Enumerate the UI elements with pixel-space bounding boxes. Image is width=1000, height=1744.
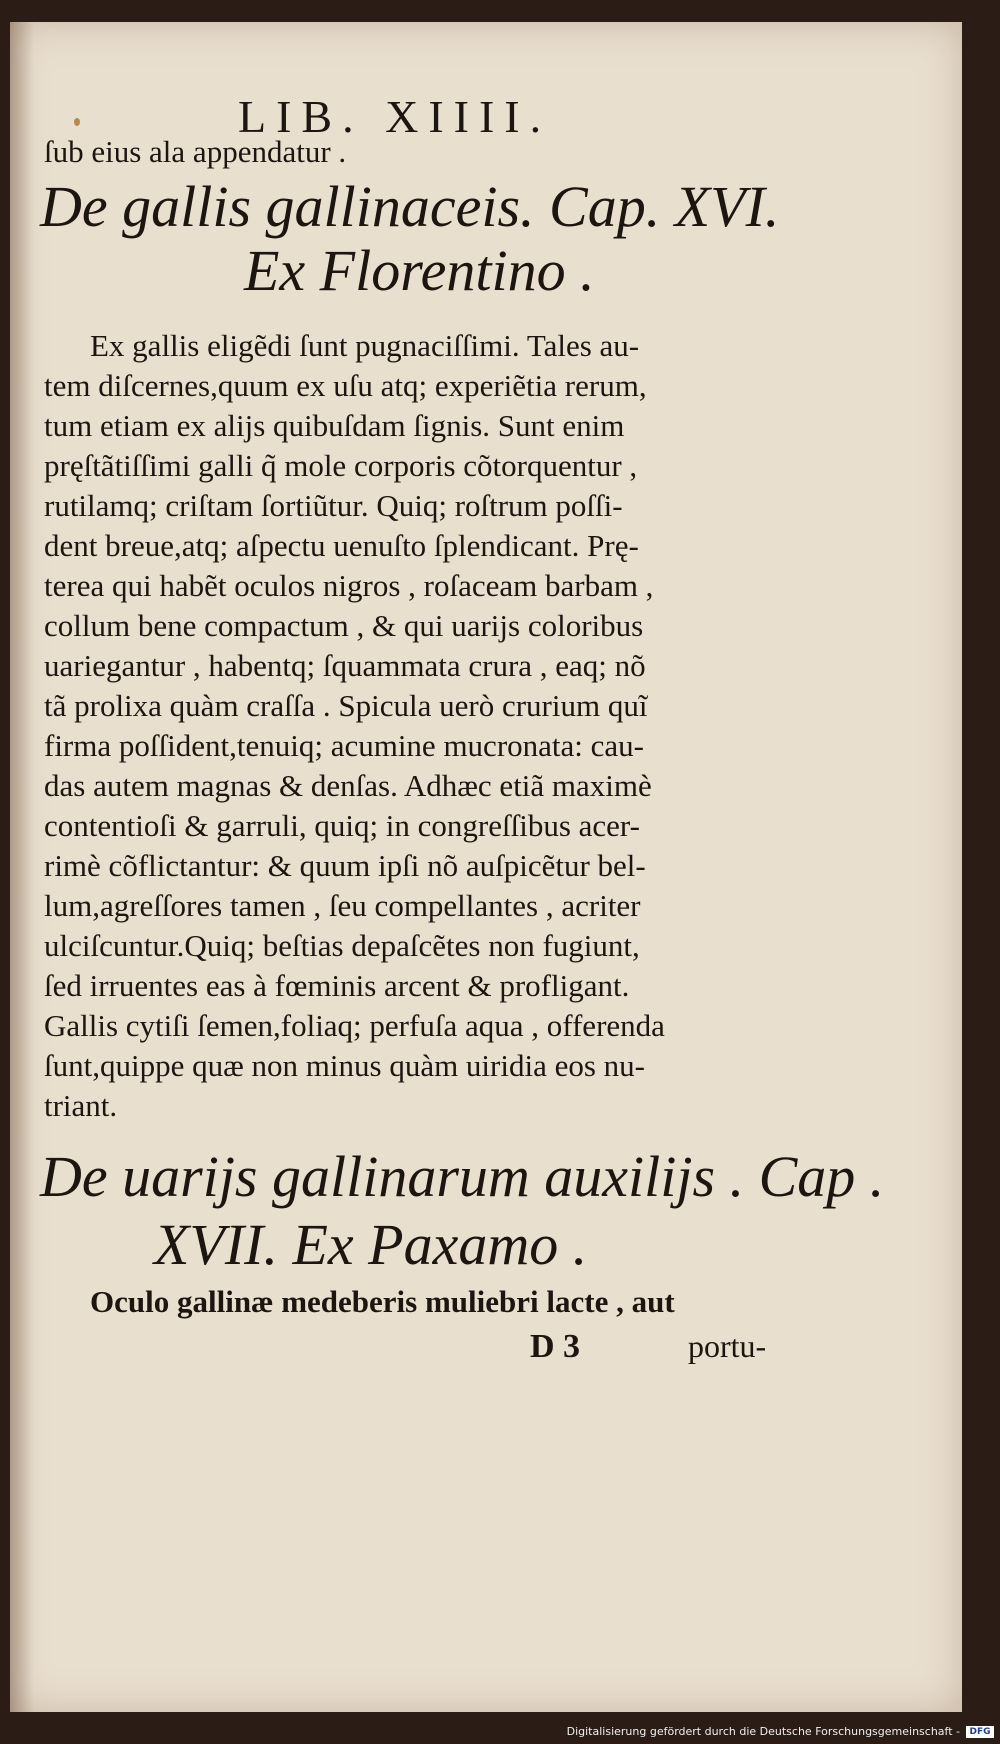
chapter-17-heading: De uarijs gallinarum auxilijs . Cap . xyxy=(40,1144,885,1209)
body-line: terea qui habẽt oculos nigros , roſaceam barbam , xyxy=(44,568,654,603)
body-line: lum,agreſſores tamen , ſeu compellantes , acriter xyxy=(44,888,641,923)
body-line: Ex gallis eligẽdi ſunt pugnaciſſimi. Tales au- xyxy=(90,328,640,363)
chapter-16-source: Ex Florentino . xyxy=(244,238,595,303)
body-line: uariegantur , habentq; ſquammata crura , eaq; nõ xyxy=(44,648,646,683)
dfg-logo: DFG xyxy=(966,1726,994,1738)
body-line: tem diſcernes,quum ex uſu atq; experiẽtia rerum, xyxy=(44,368,647,403)
body-line: pręſtãtiſſimi galli q̃ mole corporis cõtorquentur , xyxy=(44,448,638,483)
body-line: rimè cõflictantur: & quum ipſi nõ auſpicẽtur bel- xyxy=(44,848,646,883)
running-head: LIB. XIIII. xyxy=(238,91,552,142)
catchword: portu- xyxy=(688,1328,767,1364)
body-line: Gallis cytiſi ſemen,foliaq; perfuſa aqua , offerenda xyxy=(44,1008,665,1043)
chapter-16-heading: De gallis gallinaceis. Cap. XVI. xyxy=(40,174,780,239)
body-line: das autem magnas & denſas. Adhæc etiã maximè xyxy=(44,768,652,803)
body-line: collum bene compactum , & qui uarijs coloribus xyxy=(44,608,644,643)
body-line: firma poſſident,tenuiq; acumine mucronata: cau- xyxy=(44,728,644,763)
body-line: triant. xyxy=(44,1088,118,1123)
body-line: rutilamq; criſtam ſortiũtur. Quiq; roſtrum poſſi- xyxy=(44,488,623,523)
body-line: contentioſi & garruli, quiq; in congreſſibus acer- xyxy=(44,808,640,843)
body-line: ſunt,quippe quæ non minus quàm uiridia eos nu- xyxy=(44,1048,646,1083)
body-line: tã prolixa quàm craſſa . Spicula uerò crurium quĩ xyxy=(44,688,648,723)
chapter-17-source: XVII. Ex Paxamo . xyxy=(154,1212,588,1277)
signature-mark: D 3 xyxy=(530,1328,581,1365)
body-line: ulciſcuntur.Quiq; beſtias depaſcẽtes non fugiunt, xyxy=(44,928,640,963)
continuation-line: ſub eius ala appendatur . xyxy=(44,134,347,169)
body-line: ſed irruentes eas à fœminis arcent & profligant. xyxy=(44,968,630,1003)
digitization-credit: Digitalisierung gefördert durch die Deutsche Forschungsgemeinschaft - xyxy=(566,1725,960,1738)
body-line: Oculo gallinæ medeberis muliebri lacte , aut xyxy=(90,1284,675,1319)
body-line: dent breue,atq; aſpectu uenuſto ſplendicant. Prę- xyxy=(44,528,639,563)
body-line: tum etiam ex alijs quibuſdam ſignis. Sunt enim xyxy=(44,408,625,443)
gutter-shadow xyxy=(10,22,34,1712)
ink-spot-ornament xyxy=(74,118,80,126)
